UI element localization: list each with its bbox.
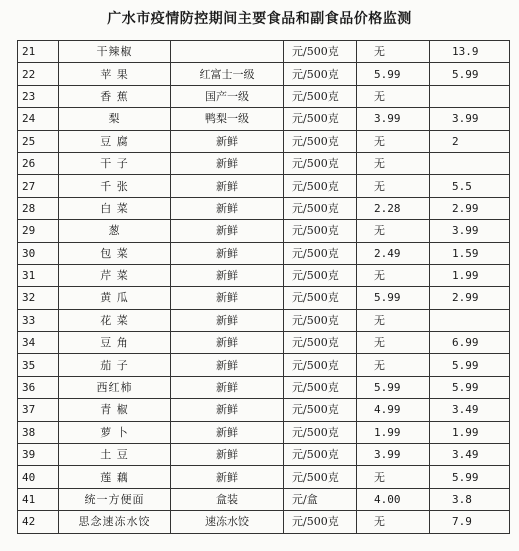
price-unit: 元/500克 — [284, 511, 357, 533]
table-row — [18, 85, 510, 107]
table-row — [18, 421, 510, 443]
price-unit: 元/500克 — [284, 264, 357, 286]
price-previous: 4.99 — [357, 399, 430, 421]
price-previous: 1.99 — [357, 421, 430, 443]
row-number: 35 — [18, 354, 59, 376]
item-name: 青 椒 — [59, 399, 171, 421]
price-previous: 无 — [357, 175, 430, 197]
price-previous: 无 — [357, 152, 430, 174]
item-spec: 鸭梨一级 — [171, 108, 284, 130]
price-unit: 元/盒 — [284, 488, 357, 510]
price-unit: 元/500克 — [284, 41, 357, 63]
price-current — [430, 152, 510, 174]
table-row — [18, 220, 510, 242]
item-name: 萝 卜 — [59, 421, 171, 443]
price-previous: 无 — [357, 511, 430, 533]
price-unit: 元/500克 — [284, 444, 357, 466]
page-title: 广水市疫情防控期间主要食品和副食品价格监测 — [107, 11, 412, 27]
price-unit: 元/500克 — [284, 85, 357, 107]
row-number: 30 — [18, 242, 59, 264]
price-current: 3.49 — [430, 444, 510, 466]
table-row — [18, 466, 510, 488]
table-row — [18, 108, 510, 130]
price-current: 3.99 — [430, 108, 510, 130]
price-unit: 元/500克 — [284, 354, 357, 376]
price-previous: 2.28 — [357, 197, 430, 219]
item-name: 黄 瓜 — [59, 287, 171, 309]
price-current: 5.99 — [430, 466, 510, 488]
price-unit: 元/500克 — [284, 175, 357, 197]
price-unit: 元/500克 — [284, 197, 357, 219]
table-row — [18, 444, 510, 466]
row-number: 38 — [18, 421, 59, 443]
item-spec: 速冻水饺 — [171, 511, 284, 533]
price-current: 7.9 — [430, 511, 510, 533]
price-previous: 无 — [357, 130, 430, 152]
price-current: 2.99 — [430, 287, 510, 309]
price-previous: 3.99 — [357, 444, 430, 466]
row-number: 28 — [18, 197, 59, 219]
row-number: 23 — [18, 85, 59, 107]
item-spec — [171, 41, 284, 63]
row-number: 39 — [18, 444, 59, 466]
table-row — [18, 175, 510, 197]
price-previous: 无 — [357, 85, 430, 107]
price-previous: 无 — [357, 354, 430, 376]
price-current: 5.99 — [430, 354, 510, 376]
price-previous: 4.00 — [357, 488, 430, 510]
price-unit: 元/500克 — [284, 332, 357, 354]
price-previous: 无 — [357, 41, 430, 63]
item-spec: 新鲜 — [171, 264, 284, 286]
row-number: 42 — [18, 511, 59, 533]
table-row — [18, 309, 510, 331]
price-current: 6.99 — [430, 332, 510, 354]
item-spec: 新鲜 — [171, 399, 284, 421]
price-current: 5.99 — [430, 376, 510, 398]
row-number: 40 — [18, 466, 59, 488]
item-name: 芹 菜 — [59, 264, 171, 286]
price-previous: 无 — [357, 220, 430, 242]
price-current: 1.99 — [430, 264, 510, 286]
item-spec: 新鲜 — [171, 175, 284, 197]
price-unit: 元/500克 — [284, 421, 357, 443]
price-unit: 元/500克 — [284, 130, 357, 152]
item-spec: 新鲜 — [171, 421, 284, 443]
item-spec: 新鲜 — [171, 287, 284, 309]
table-row — [18, 399, 510, 421]
price-unit: 元/500克 — [284, 399, 357, 421]
price-unit: 元/500克 — [284, 287, 357, 309]
row-number: 26 — [18, 152, 59, 174]
row-number: 29 — [18, 220, 59, 242]
table-row — [18, 287, 510, 309]
item-name: 千 张 — [59, 175, 171, 197]
price-unit: 元/500克 — [284, 466, 357, 488]
row-number: 25 — [18, 130, 59, 152]
row-number: 31 — [18, 264, 59, 286]
item-name: 豆 腐 — [59, 130, 171, 152]
table-row — [18, 376, 510, 398]
price-current: 5.5 — [430, 175, 510, 197]
row-number: 21 — [18, 41, 59, 63]
row-number: 37 — [18, 399, 59, 421]
price-previous: 2.49 — [357, 242, 430, 264]
item-spec: 新鲜 — [171, 309, 284, 331]
item-spec: 新鲜 — [171, 444, 284, 466]
table-row — [18, 41, 510, 63]
price-previous: 5.99 — [357, 287, 430, 309]
item-spec: 新鲜 — [171, 332, 284, 354]
item-name: 苹 果 — [59, 63, 171, 85]
item-name: 西红柿 — [59, 376, 171, 398]
price-previous: 无 — [357, 332, 430, 354]
item-spec: 新鲜 — [171, 466, 284, 488]
price-current: 3.8 — [430, 488, 510, 510]
row-number: 27 — [18, 175, 59, 197]
item-spec: 新鲜 — [171, 376, 284, 398]
table-row — [18, 511, 510, 533]
item-name: 葱 — [59, 220, 171, 242]
price-current: 3.99 — [430, 220, 510, 242]
price-current — [430, 309, 510, 331]
row-number: 33 — [18, 309, 59, 331]
price-previous: 无 — [357, 309, 430, 331]
table-row — [18, 332, 510, 354]
price-current: 13.9 — [430, 41, 510, 63]
price-current — [430, 85, 510, 107]
item-spec: 新鲜 — [171, 242, 284, 264]
item-name: 花 菜 — [59, 309, 171, 331]
item-name: 干 子 — [59, 152, 171, 174]
item-spec: 新鲜 — [171, 152, 284, 174]
table-row — [18, 488, 510, 510]
item-name: 干辣椒 — [59, 41, 171, 63]
item-name: 统一方便面 — [59, 488, 171, 510]
price-current: 1.99 — [430, 421, 510, 443]
item-spec: 新鲜 — [171, 130, 284, 152]
price-current: 2 — [430, 130, 510, 152]
price-unit: 元/500克 — [284, 309, 357, 331]
price-current: 1.59 — [430, 242, 510, 264]
row-number: 32 — [18, 287, 59, 309]
price-previous: 5.99 — [357, 376, 430, 398]
table-row — [18, 130, 510, 152]
price-current: 2.99 — [430, 197, 510, 219]
item-name: 白 菜 — [59, 197, 171, 219]
price-unit: 元/500克 — [284, 152, 357, 174]
row-number: 36 — [18, 376, 59, 398]
row-number: 24 — [18, 108, 59, 130]
table-row — [18, 197, 510, 219]
price-current: 5.99 — [430, 63, 510, 85]
item-name: 豆 角 — [59, 332, 171, 354]
price-previous: 无 — [357, 264, 430, 286]
item-name: 包 菜 — [59, 242, 171, 264]
item-name: 香 蕉 — [59, 85, 171, 107]
price-table — [17, 40, 510, 534]
price-table-body — [18, 41, 510, 534]
price-unit: 元/500克 — [284, 242, 357, 264]
item-spec: 盒装 — [171, 488, 284, 510]
item-spec: 红富士一级 — [171, 63, 284, 85]
item-name: 思念速冻水饺 — [59, 511, 171, 533]
item-name: 梨 — [59, 108, 171, 130]
table-row — [18, 152, 510, 174]
row-number: 22 — [18, 63, 59, 85]
item-name: 茄 子 — [59, 354, 171, 376]
row-number: 41 — [18, 488, 59, 510]
table-row — [18, 264, 510, 286]
item-spec: 新鲜 — [171, 354, 284, 376]
price-unit: 元/500克 — [284, 63, 357, 85]
item-name: 莲 藕 — [59, 466, 171, 488]
table-row — [18, 242, 510, 264]
item-name: 土 豆 — [59, 444, 171, 466]
table-row — [18, 63, 510, 85]
price-unit: 元/500克 — [284, 376, 357, 398]
table-row — [18, 354, 510, 376]
price-unit: 元/500克 — [284, 108, 357, 130]
row-number: 34 — [18, 332, 59, 354]
price-unit: 元/500克 — [284, 220, 357, 242]
price-previous: 5.99 — [357, 63, 430, 85]
item-spec: 新鲜 — [171, 220, 284, 242]
item-spec: 国产一级 — [171, 85, 284, 107]
item-spec: 新鲜 — [171, 197, 284, 219]
price-current: 3.49 — [430, 399, 510, 421]
price-previous: 3.99 — [357, 108, 430, 130]
price-previous: 无 — [357, 466, 430, 488]
